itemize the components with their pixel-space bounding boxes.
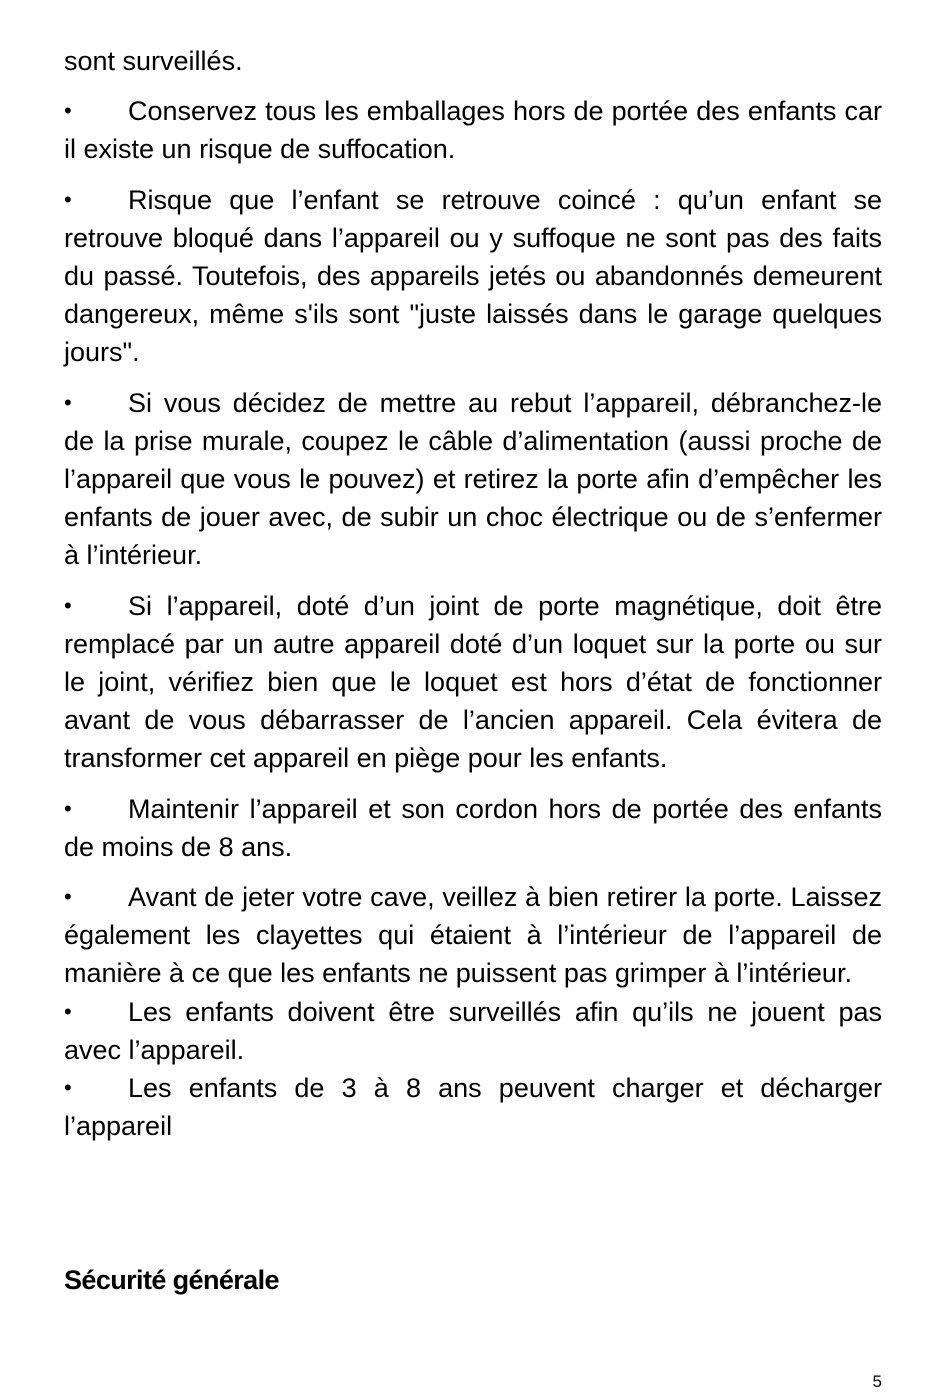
list-item-text: Maintenir l’appareil et son cordon hors de portée des enfants de moins de 8 ans. [64,793,882,862]
bullet-icon: • [64,389,72,415]
list-item-text: Si l’appareil, doté d’un joint de porte magnétique, doit être remplacé par un autre appareil doté d’un loquet sur la porte ou sur le joint, vérifiez bien que le loquet est hors d’état de fonctionner avant de vous débarrasser de l’ancien appareil. Cela évitera de transformer cet appareil en piège pour les enfants. [64,590,882,774]
continuation-text: sont surveillés. [64,46,243,76]
bullet-icon: • [64,998,72,1024]
list-item [64,878,882,993]
bullet-icon: • [64,1075,72,1101]
section-heading: Sécurité générale [64,1265,279,1295]
list-item-text: Conservez tous les emballages hors de portée des enfants car il existe un risque de suffocation. [64,96,882,165]
list-item [64,92,882,168]
page-body [64,42,882,1145]
list-item [64,993,882,1069]
page-number: 5 [872,1372,882,1391]
bullet-icon: • [64,884,72,910]
list-item [64,587,882,778]
bullet-icon: • [64,592,72,618]
list-item [64,1069,882,1145]
bullet-icon: • [64,98,72,124]
list-item [64,790,882,866]
list-item-text: Avant de jeter votre cave, veillez à bien retirer la porte. Laissez également les clayettes qui étaient à l’intérieur de l’appareil de manière à ce que les enfants ne puissent pas grimper à l’intérieur. [64,882,882,989]
list-item-text: Risque que l’enfant se retrouve coincé : qu’un enfant se retrouve bloqué dans l’appareil ou y suffoque ne sont pas des faits du passé. Toutefois, des appareils jetés ou abandonnés demeurent dangereux, même s'ils sont "juste laissés dans le garage quelques jours". [64,184,882,368]
list-item-text: Si vous décidez de mettre au rebut l’appareil, débranchez-le de la prise murale, coupez le câble d’alimentation (aussi proche de l’appareil que vous le pouvez) et retirez la porte afin d’empêcher les enfants de jouer avec, de subir un choc électrique ou de s’enfermer à l’intérieur. [64,387,882,571]
bullet-icon: • [64,795,72,821]
list-item [64,384,882,575]
bullet-icon: • [64,186,72,212]
list-item [64,181,882,372]
list-item-text: Les enfants de 3 à 8 ans peuvent charger et décharger l’appareil [64,1073,882,1142]
list-item-text: Les enfants doivent être surveillés afin qu’ils ne jouent pas avec l’appareil. [64,996,882,1065]
